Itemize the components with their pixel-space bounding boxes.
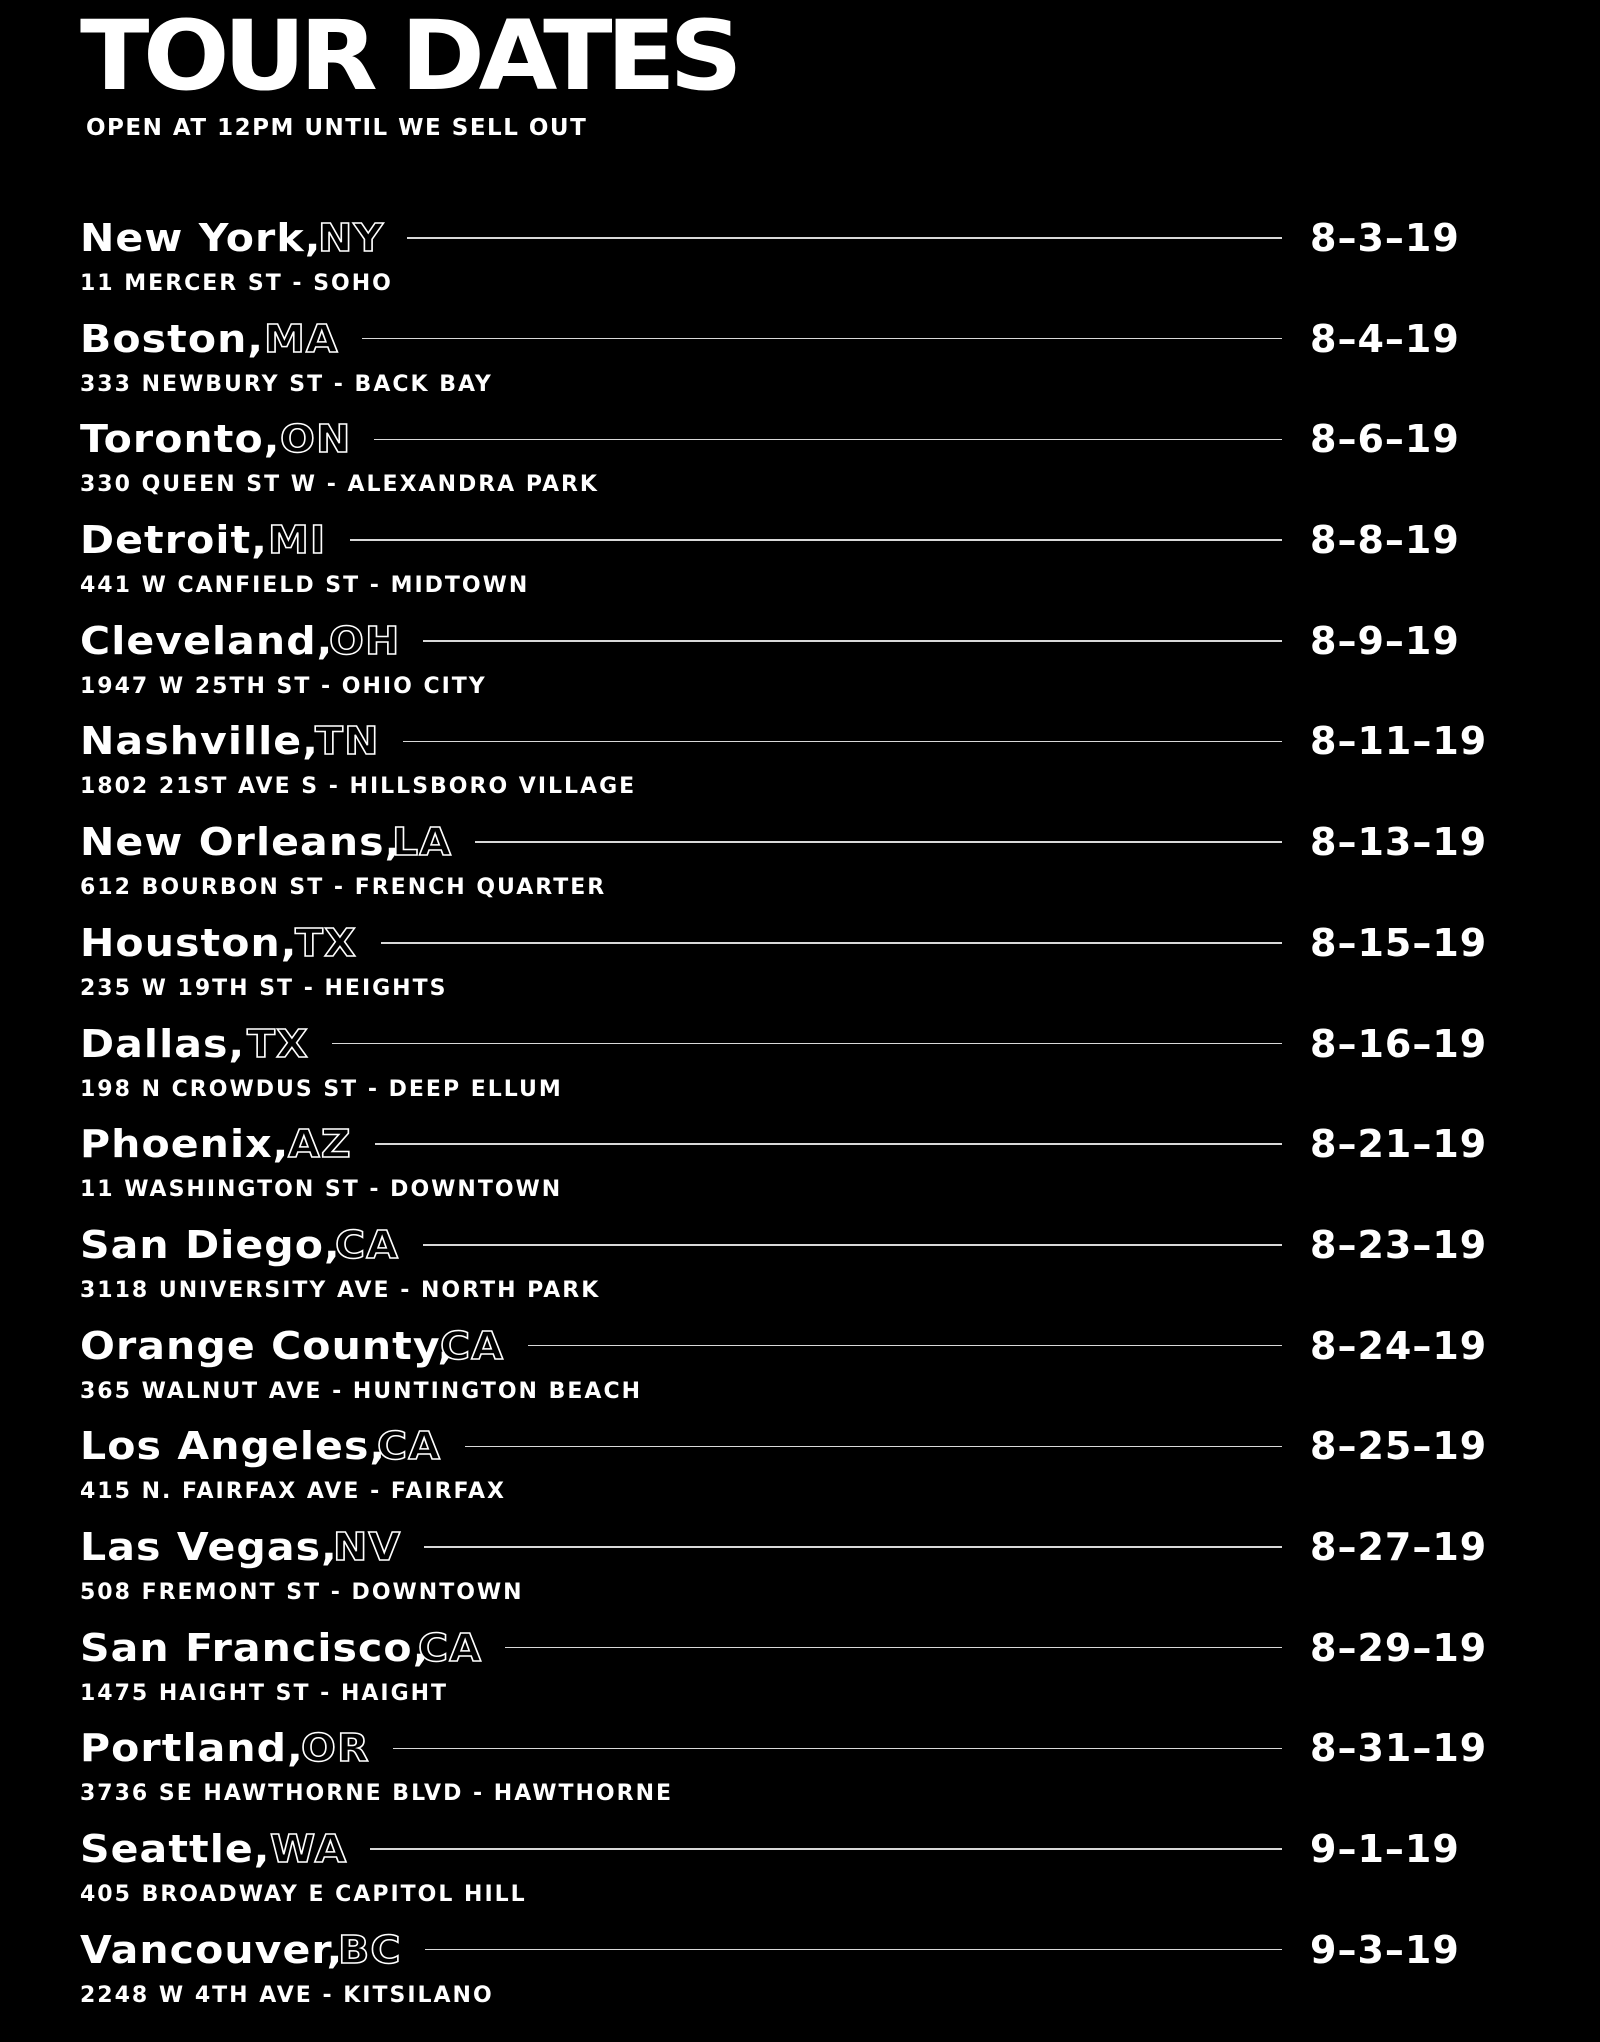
city-name: Houston, <box>80 920 298 965</box>
tour-stop-header <box>80 1521 1540 1573</box>
tour-stop-header <box>80 1420 1540 1472</box>
tour-stop-orange-county <box>80 1320 1540 1421</box>
tour-dates-list <box>80 212 1540 2024</box>
tour-stop-phoenix <box>80 1118 1540 1219</box>
city-name: Las Vegas, <box>80 1524 338 1569</box>
tour-stop-san-francisco <box>80 1622 1540 1723</box>
venue-address: 1475 HAIGHT ST - HAIGHT <box>80 1680 449 1706</box>
state-code: BC <box>337 1927 402 1972</box>
divider-line <box>393 1748 1282 1750</box>
divider-line <box>423 1244 1282 1246</box>
divider-line <box>370 1848 1282 1850</box>
state-code: CA <box>417 1625 482 1670</box>
venue-address: 333 NEWBURY ST - BACK BAY <box>80 371 493 397</box>
tour-date: 8–13–19 <box>1310 820 1488 865</box>
venue-address: 198 N CROWDUS ST - DEEP ELLUM <box>80 1076 563 1102</box>
divider-line <box>423 640 1282 642</box>
city-name: Nashville, <box>80 719 319 764</box>
state-code: WA <box>270 1827 348 1871</box>
venue-address: 415 N. FAIRFAX AVE - FAIRFAX <box>80 1479 507 1505</box>
divider-line <box>465 1446 1282 1448</box>
venue-address: 441 W CANFIELD ST - MIDTOWN <box>80 573 530 599</box>
divider-line <box>475 841 1282 843</box>
tour-stop-houston <box>80 917 1540 1018</box>
tour-stop-header <box>80 816 1540 868</box>
tour-date: 8–8–19 <box>1310 518 1460 563</box>
divider-line <box>528 1345 1282 1347</box>
state-code: TN <box>315 719 380 764</box>
divider-line <box>425 1949 1282 1951</box>
state-code: CA <box>440 1323 505 1368</box>
state-code: MI <box>267 518 327 563</box>
city-name: Boston, <box>80 316 265 361</box>
state-code: CA <box>335 1222 400 1267</box>
tour-stop-seattle <box>80 1823 1540 1924</box>
venue-address: 612 BOURBON ST - FRENCH QUARTER <box>80 875 607 901</box>
divider-line <box>407 237 1282 239</box>
venue-address: 1802 21ST AVE S - HILLSBORO VILLAGE <box>80 774 637 800</box>
tour-date: 8–25–19 <box>1310 1424 1488 1469</box>
city-name: Los Angeles, <box>80 1424 387 1469</box>
divider-line <box>403 741 1282 743</box>
city-name: New York, <box>80 216 322 260</box>
state-code: MA <box>264 316 340 361</box>
tour-stop-new-orleans <box>80 816 1540 917</box>
tour-stop-los-angeles <box>80 1420 1540 1521</box>
tour-date: 8–24–19 <box>1310 1323 1488 1368</box>
page-subtitle: OPEN AT 12PM UNTIL WE SELL OUT <box>86 115 588 141</box>
tour-date: 8–29–19 <box>1310 1625 1488 1670</box>
tour-stop-header <box>80 917 1540 969</box>
city-name: Detroit, <box>80 518 268 563</box>
state-code: OR <box>301 1726 370 1771</box>
tour-date: 8–23–19 <box>1310 1222 1488 1267</box>
tour-stop-header <box>80 1722 1540 1774</box>
divider-line <box>424 1546 1282 1548</box>
tour-stop-header <box>80 615 1540 667</box>
tour-date: 8–21–19 <box>1310 1122 1488 1167</box>
venue-address: 365 WALNUT AVE - HUNTINGTON BEACH <box>80 1378 643 1404</box>
tour-stop-header <box>80 1118 1540 1170</box>
tour-stop-header <box>80 715 1540 767</box>
city-name: New Orleans, <box>80 820 402 865</box>
divider-line <box>505 1647 1282 1649</box>
divider-line <box>374 439 1282 441</box>
tour-stop-header <box>80 514 1540 566</box>
venue-address: 2248 W 4TH AVE - KITSILANO <box>80 1982 494 2008</box>
tour-stop-cleveland <box>80 615 1540 716</box>
tour-date: 8–15–19 <box>1310 920 1488 965</box>
state-code: LA <box>391 820 452 865</box>
city-name: Toronto, <box>80 417 281 462</box>
divider-line <box>350 539 1282 541</box>
city-name: Orange County, <box>80 1323 455 1368</box>
venue-address: 235 W 19TH ST - HEIGHTS <box>80 975 448 1001</box>
tour-stop-las-vegas <box>80 1521 1540 1622</box>
tour-date: 9–3–19 <box>1310 1927 1460 1972</box>
state-code: OH <box>328 618 400 663</box>
city-name: Dallas, <box>80 1021 246 1066</box>
tour-stop-header <box>80 1320 1540 1372</box>
tour-stop-header <box>80 1924 1540 1976</box>
tour-stop-detroit <box>80 514 1540 615</box>
tour-date: 8–3–19 <box>1310 216 1460 260</box>
state-code: NY <box>317 216 384 260</box>
tour-stop-boston <box>80 313 1540 414</box>
tour-stop-header <box>80 1823 1540 1875</box>
tour-stop-nashville <box>80 715 1540 816</box>
page-title: TOUR DATES <box>80 0 737 112</box>
divider-line <box>375 1143 1282 1145</box>
tour-stop-header <box>80 313 1540 365</box>
venue-address: 330 QUEEN ST W - ALEXANDRA PARK <box>80 472 599 498</box>
venue-address: 405 BROADWAY E CAPITOL HILL <box>80 1882 527 1907</box>
tour-stop-header <box>80 1219 1540 1271</box>
tour-stop-header <box>80 212 1540 264</box>
state-code: TX <box>246 1021 309 1066</box>
state-code: AZ <box>287 1122 352 1167</box>
tour-date: 8–31–19 <box>1310 1726 1488 1771</box>
tour-date: 8–11–19 <box>1310 719 1488 764</box>
divider-line <box>332 1043 1282 1045</box>
venue-address: 1947 W 25TH ST - OHIO CITY <box>80 673 487 699</box>
tour-date: 8–6–19 <box>1310 417 1460 462</box>
venue-address: 3118 UNIVERSITY AVE - NORTH PARK <box>80 1277 601 1303</box>
divider-line <box>381 942 1282 944</box>
tour-stop-portland <box>80 1722 1540 1823</box>
tour-date: 8–16–19 <box>1310 1021 1488 1066</box>
tour-stop-toronto <box>80 413 1540 514</box>
city-name: Seattle, <box>80 1827 271 1871</box>
tour-date: 8–9–19 <box>1310 618 1460 663</box>
tour-stop-vancouver <box>80 1924 1540 2025</box>
state-code: CA <box>377 1424 442 1469</box>
city-name: Vancouver, <box>80 1927 344 1972</box>
city-name: San Diego, <box>80 1222 341 1267</box>
city-name: Cleveland, <box>80 618 334 663</box>
venue-address: 508 FREMONT ST - DOWNTOWN <box>80 1579 524 1605</box>
tour-stop-header <box>80 1018 1540 1070</box>
state-code: ON <box>279 417 351 462</box>
venue-address: 11 WASHINGTON ST - DOWNTOWN <box>80 1177 563 1203</box>
state-code: TX <box>295 920 358 965</box>
tour-stop-san-diego <box>80 1219 1540 1320</box>
state-code: NV <box>332 1524 401 1569</box>
tour-date: 9–1–19 <box>1310 1827 1460 1871</box>
tour-stop-header <box>80 413 1540 465</box>
tour-stop-dallas <box>80 1018 1540 1119</box>
city-name: San Francisco, <box>80 1625 430 1670</box>
venue-address: 3736 SE HAWTHORNE BLVD - HAWTHORNE <box>80 1781 674 1807</box>
city-name: Portland, <box>80 1726 304 1771</box>
tour-date: 8–4–19 <box>1310 316 1460 361</box>
tour-stop-new-york <box>80 212 1540 313</box>
city-name: Phoenix, <box>80 1122 290 1167</box>
divider-line <box>362 338 1282 340</box>
tour-stop-header <box>80 1622 1540 1674</box>
tour-date: 8–27–19 <box>1310 1524 1488 1569</box>
venue-address: 11 MERCER ST - SOHO <box>80 271 393 296</box>
